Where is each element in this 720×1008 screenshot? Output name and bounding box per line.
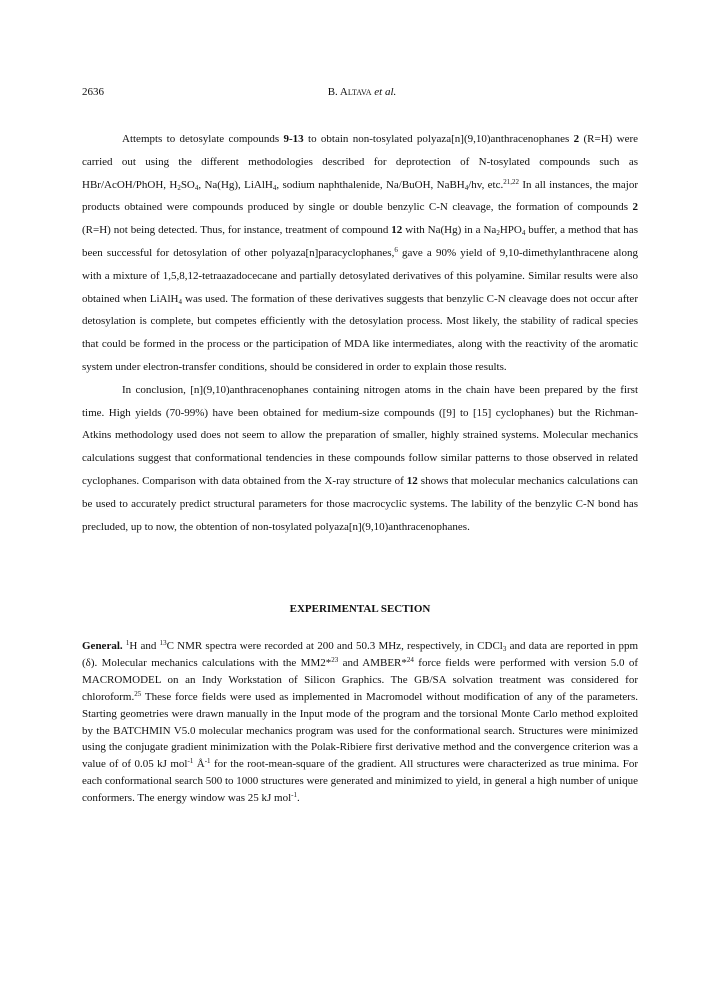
author-suffix: et al. bbox=[374, 86, 397, 98]
page-header bbox=[82, 86, 642, 102]
section-heading: EXPERIMENTAL SECTION bbox=[289, 603, 431, 615]
results-section bbox=[82, 128, 638, 538]
run-in-heading: General. bbox=[82, 640, 123, 652]
author-name: B. Altava bbox=[327, 86, 372, 98]
paragraph-general: General. $^1$H and $^{13}$C NMR spectra were recorded at 200 and 50.3 MHz, respectively, in CDCl$_3$ and data are reported in ppm (δ). Molecular mechanics calculations with the MM2*$^{23}$ and AMBER*$^{24}$ force fields were performed with version 5.0 of MACROMODEL on an Indy Workstation of Silicon Graphics. The GB/SA solvation treatment was considered for chloroform.$^{25}$ These force fields were used as implemented in Macromodel without modification of any of the parameters. Starting geometries were drawn manually in the Input mode of the program and the torsional Monte Carlo method exploited by the BATCHMIN V5.0 molecular mechanics program was used for the conformational search. Structures were minimized using the conjugate gradient minimization with the Polak-Ribiere first derivative method and the convergence criterion was a value of of 0.05 kJ mol$^{-1}$ $Å^{-1}$ for the root-mean-square of the gradient. All structures were characterized as true minima. For each conformational search 500 to 1000 structures were generated and minimized to yield, in general a high number of unique conformers. The energy window was 25 kJ mol$^{-1}$. bbox=[82, 639, 639, 805]
page-number: 2636 bbox=[82, 86, 104, 98]
paragraph-conclusion: In conclusion, [n](9,10)anthracenophanes containing nitrogen atoms in the chain have been prepared by the first time. High yields (70-99%) have been obtained for medium-size compounds ([9] to [15] cyclophanes) but the Richman-Atkins methodology used does not seem to allow the preparation of smaller, highly strained systems. Molecular mechanics calculations suggest that conformational tendencies in these compounds follow similar patterns to those observed in related cyclophanes. Comparison with data obtained from the X-ray structure of 12 shows that molecular mechanics calculations can be used to accurately predict structural parameters for those macrocyclic systems. The lability of the benzylic C-N bond has precluded, up to now, the obtention of non-tosylated polyaza[n](9,10)anthracenophanes. bbox=[82, 383, 639, 533]
running-head bbox=[82, 86, 642, 98]
paragraph-detosylation: Attempts to detosylate compounds 9-13 to obtain non-tosylated polyaza[n](9,10)anthracenophanes 2 (R=H) were carried out using the different methodologies described for deprotection of N-tosylated compounds such as HBr/AcOH/PhOH, $H_2SO_4$, Na(Hg), LiAlH$_4$, sodium naphthalenide, Na/BuOH, NaBH$_4$/hv, etc.$^{21,22}$ In all instances, the major products obtained were compounds produced by single or double benzylic C-N cleavage, the formation of compounds 2 (R=H) not being detected. Thus, for instance, treatment of compound 12 with Na(Hg) in a $Na_2HPO_4$ buffer, a method that has been successful for detosylation of other polyaza[n]paracyclophanes,$^6$ gave a 90% yield of 9,10-dimethylanthracene along with a mixture of 1,5,8,12-tetraazadocecane and partially detosylated derivatives of this polyamine. Similar results were also obtained when LiAlH$_4$ was used. The formation of these derivatives suggests that benzylic C-N cleavage does not occur after detosylation is complete, but competes efficiently with the detosylation process. Most likely, the stability of radical species that could be formed in the process or the participation of MDA like intermediates, along with the reactivity of the aromatic system under electron-transfer conditions, should be considered in order to explain those results. bbox=[82, 133, 638, 373]
experimental-section bbox=[82, 638, 638, 807]
